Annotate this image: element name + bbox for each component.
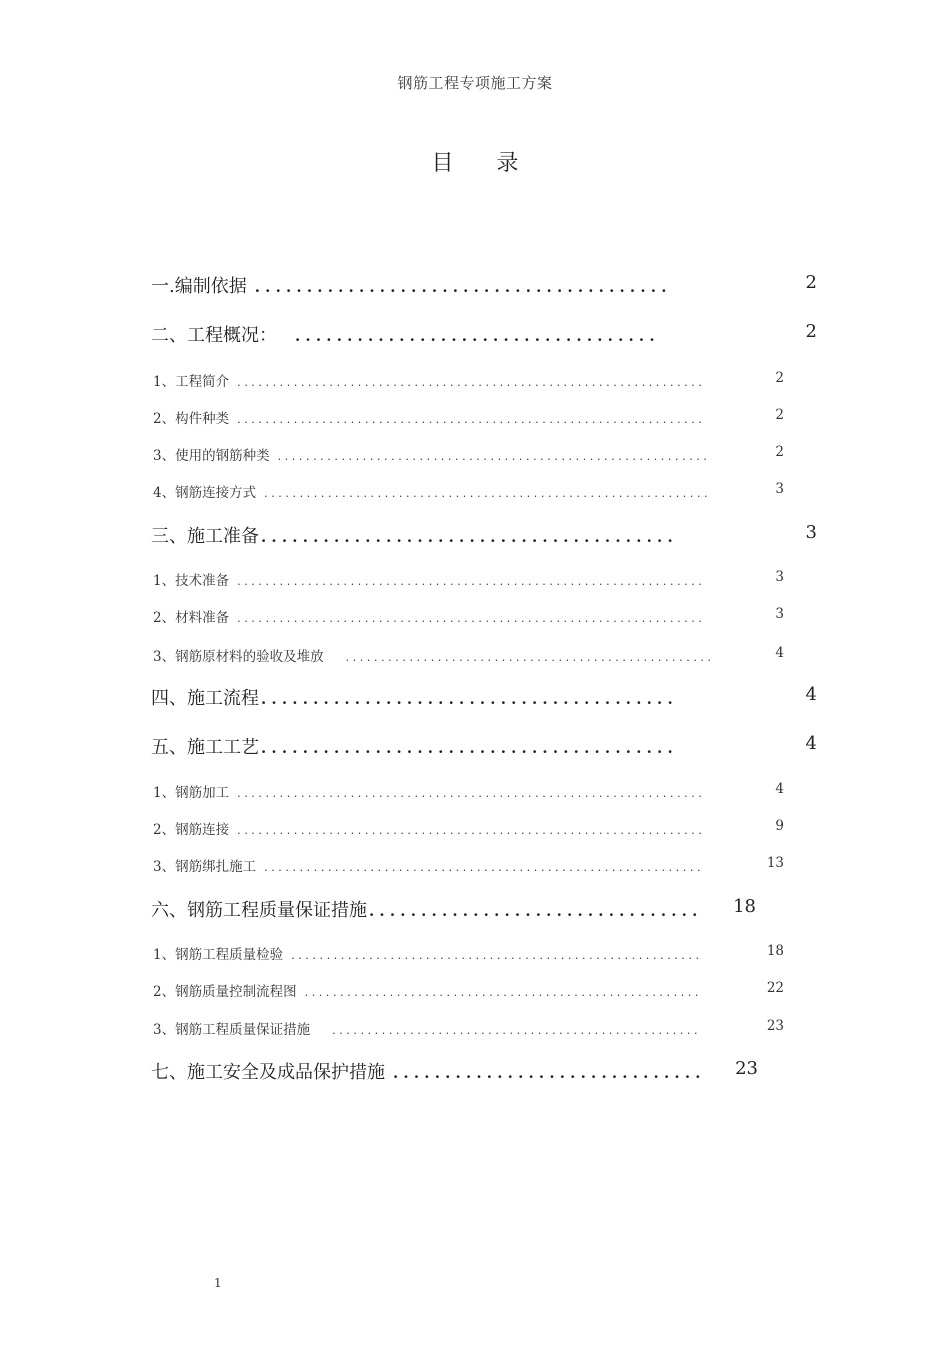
toc-entry-label: 3、使用的钢筋种类	[153, 448, 270, 464]
toc-entry-page: 3	[775, 569, 784, 585]
toc-entry-label: 四、施工流程	[151, 688, 259, 709]
toc-entry-page: 23	[766, 1018, 784, 1034]
toc-leader-dots: ........................................	[261, 739, 678, 757]
toc-entry-label: 1、钢筋加工	[153, 785, 230, 801]
running-header: 钢筋工程专项施工方案	[397, 74, 553, 92]
toc-entry[interactable]	[153, 606, 784, 626]
toc-entry-label: 六、钢筋工程质量保证措施	[151, 900, 367, 921]
toc-entry-page: 2	[805, 321, 817, 342]
toc-entry[interactable]	[153, 943, 784, 963]
toc-entry-label: 一.编制依据	[151, 276, 247, 297]
toc-leader-dots: ...............................................................	[264, 487, 712, 500]
toc-entry-page: 4	[805, 684, 817, 705]
toc-entry-label: 4、钢筋连接方式	[153, 485, 257, 501]
toc-entry-page: 18	[766, 943, 784, 959]
toc-entry-label: 2、材料准备	[153, 610, 230, 626]
toc-entry[interactable]	[153, 407, 784, 427]
toc-entry-construction-preparation[interactable]	[151, 522, 817, 548]
toc-leader-dots: ........................................................	[304, 986, 703, 999]
toc-entry-page: 23	[735, 1058, 758, 1079]
toc-entry-page: 22	[766, 980, 784, 996]
toc-entry-page: 2	[805, 272, 817, 293]
toc-entry-page: 4	[775, 645, 784, 661]
toc-entry-label: 二、工程概况：	[151, 325, 277, 346]
toc-leader-dots: ..........................................................	[291, 949, 703, 962]
toc-entry[interactable]	[153, 444, 784, 464]
toc-entry-page: 2	[775, 407, 784, 423]
toc-entry[interactable]	[153, 1018, 784, 1038]
toc-leader-dots: ..................................................................	[237, 376, 706, 389]
toc-entry-page: 3	[775, 606, 784, 622]
toc-entry-construction-flow[interactable]	[151, 684, 817, 710]
toc-entry-page: 4	[805, 733, 817, 754]
toc-leader-dots: .............................................................	[277, 450, 711, 463]
toc-entry-page: 2	[775, 370, 784, 386]
toc-entry-construction-technology[interactable]	[151, 733, 817, 759]
toc-entry-page: 3	[805, 522, 817, 543]
toc-entry-page: 18	[733, 896, 756, 917]
toc-entry-compilation-basis[interactable]	[151, 272, 817, 298]
toc-entry-page: 9	[775, 818, 784, 834]
toc-leader-dots: ..................................................................	[237, 612, 706, 625]
toc-entry-label: 3、钢筋工程质量保证措施	[153, 1022, 311, 1038]
toc-entry[interactable]	[153, 645, 784, 665]
toc-entry-label: 五、施工工艺	[151, 737, 259, 758]
toc-leader-dots: ..................................................................	[237, 575, 706, 588]
toc-leader-dots: ........................................	[261, 528, 678, 546]
toc-entry-label: 2、钢筋质量控制流程图	[153, 984, 297, 1000]
toc-entry-page: 4	[775, 781, 784, 797]
toc-entry-label: 3、钢筋原材料的验收及堆放	[153, 649, 324, 665]
toc-leader-dots: ..................................................................	[237, 413, 706, 426]
toc-entry[interactable]	[153, 569, 784, 589]
toc-leader-dots: ................................	[369, 902, 703, 920]
toc-entry-page: 2	[775, 444, 784, 460]
toc-entry-label: 2、钢筋连接	[153, 822, 230, 838]
toc-title: 目 录	[431, 151, 537, 176]
toc-entry-quality-assurance[interactable]	[151, 896, 756, 922]
toc-leader-dots: ..............................	[393, 1064, 706, 1082]
toc-entry-label: 2、构件种类	[153, 411, 230, 427]
toc-leader-dots: ........................................	[254, 278, 672, 296]
toc-leader-dots: ..............................................................	[264, 861, 705, 874]
toc-leader-dots: ..................................................................	[237, 824, 706, 837]
toc-entry-label: 1、技术准备	[153, 573, 230, 589]
page-number: 1	[214, 1276, 222, 1290]
toc-entry[interactable]	[153, 481, 784, 501]
toc-entry-label: 3、钢筋绑扎施工	[153, 859, 257, 875]
toc-entry-page: 13	[766, 855, 784, 871]
toc-leader-dots: ..................................................................	[237, 787, 706, 800]
toc-entry-label: 七、施工安全及成品保护措施	[151, 1062, 385, 1083]
toc-leader-dots: ....................................................	[332, 1024, 702, 1037]
toc-leader-dots: ....................................................	[345, 651, 715, 664]
toc-entry-project-overview[interactable]	[151, 321, 817, 347]
toc-entry[interactable]	[153, 370, 784, 390]
toc-leader-dots: ........................................	[261, 690, 678, 708]
toc-leader-dots: ...................................	[295, 327, 660, 345]
toc-entry-label: 三、施工准备	[151, 526, 259, 547]
toc-entry-safety-protection[interactable]	[151, 1058, 758, 1084]
toc-entry-label: 1、工程简介	[153, 374, 230, 390]
toc-entry-page: 3	[775, 481, 784, 497]
toc-entry[interactable]	[153, 855, 784, 875]
toc-entry[interactable]	[153, 781, 784, 801]
toc-entry[interactable]	[153, 980, 784, 1000]
toc-entry[interactable]	[153, 818, 784, 838]
toc-entry-label: 1、钢筋工程质量检验	[153, 947, 284, 963]
